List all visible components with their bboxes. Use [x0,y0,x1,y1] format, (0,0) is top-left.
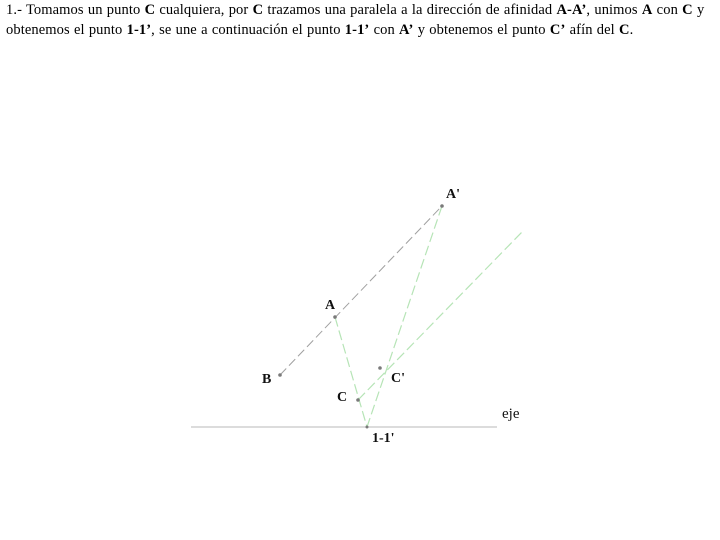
bold-run: C [619,22,630,38]
bold-run: C [252,2,264,18]
text-run: , unimos [586,2,642,18]
label-b: B [262,372,272,387]
label-c-prime: C' [391,371,405,386]
point-c [356,398,360,402]
bold-run: 1-1’ [126,22,152,38]
text-run: . [629,22,634,38]
line-aprime-to-1-1prime [367,206,442,427]
text-run: cualquiera, por [155,2,253,18]
point-c-prime [378,366,382,370]
point-a-prime [440,204,444,208]
label-c: C [337,390,348,405]
bold-run: A’ [399,22,414,38]
bold-run: A-A’ [556,2,587,18]
text-run: y obtenemos el punto [413,22,550,38]
point-b [278,373,282,377]
text-run: con [369,22,400,38]
text-run: 1.- Tomamos un punto [6,2,145,18]
bold-run: A [641,2,653,18]
line-a-to-1-1prime [335,317,367,427]
line-b-a-aprime [280,206,442,375]
label-a: A [325,298,336,313]
bold-run: 1-1’ [344,22,370,38]
line-parallel-through-c [358,232,522,400]
label-a-prime: A' [446,187,460,202]
bold-run: C [682,2,693,18]
label-axis: eje [502,406,520,422]
text-run: trazamos una paralela a la dirección de afinidad [263,2,557,18]
point-a [333,315,337,319]
bold-run: C’ [549,22,566,38]
text-run: afín del [565,22,620,38]
text-run: con [652,2,683,18]
point-1-1prime [366,426,369,429]
text-run: , se une a continuación el punto [151,22,345,38]
bold-run: C [144,2,156,18]
text-run: y obtenemos el punto [6,2,705,38]
label-1-1prime: 1-1' [372,431,395,446]
